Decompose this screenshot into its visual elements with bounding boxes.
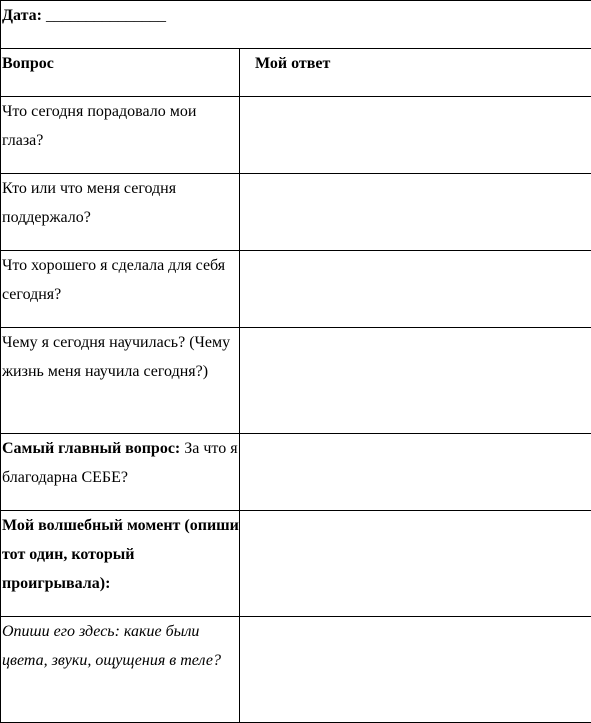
table-row (1, 174, 591, 251)
answer-cell[interactable] (240, 251, 591, 328)
table-row (1, 617, 591, 723)
question-cell: Мой волшебный момент (опиши тот один, который проигрывала): (1, 511, 240, 617)
table-row (1, 251, 591, 328)
main-question-text: За что я благодарна СЕБЕ? (2, 440, 238, 486)
answer-cell[interactable] (240, 174, 591, 251)
date-fill-line: _______________ (45, 7, 166, 24)
table-row (1, 97, 591, 174)
question-cell (1, 434, 240, 511)
answer-cell[interactable] (240, 97, 591, 174)
main-question-label: Самый главный вопрос: (2, 440, 181, 457)
question-column-header: Вопрос (1, 49, 240, 97)
table-row (1, 328, 591, 434)
answer-cell[interactable] (240, 434, 591, 511)
date-row (1, 1, 591, 49)
table-row (1, 511, 591, 617)
date-cell[interactable] (1, 1, 591, 49)
table-row (1, 434, 591, 511)
question-cell: Чему я сегодня научилась? (Чему жизнь меня научила сегодня?) (1, 328, 240, 434)
header-row (1, 49, 591, 97)
answer-column-header: Мой ответ (240, 49, 591, 97)
question-cell: Что сегодня порадовало мои глаза? (1, 97, 240, 174)
answer-cell[interactable] (240, 511, 591, 617)
answer-cell[interactable] (240, 328, 591, 434)
date-label: Дата: (2, 7, 42, 24)
question-cell: Что хорошего я сделала для себя сегодня? (1, 251, 240, 328)
question-cell: Опиши его здесь: какие были цвета, звуки, ощущения в теле? (1, 617, 240, 723)
question-cell: Кто или что меня сегодня поддержало? (1, 174, 240, 251)
answer-cell[interactable] (240, 617, 591, 723)
